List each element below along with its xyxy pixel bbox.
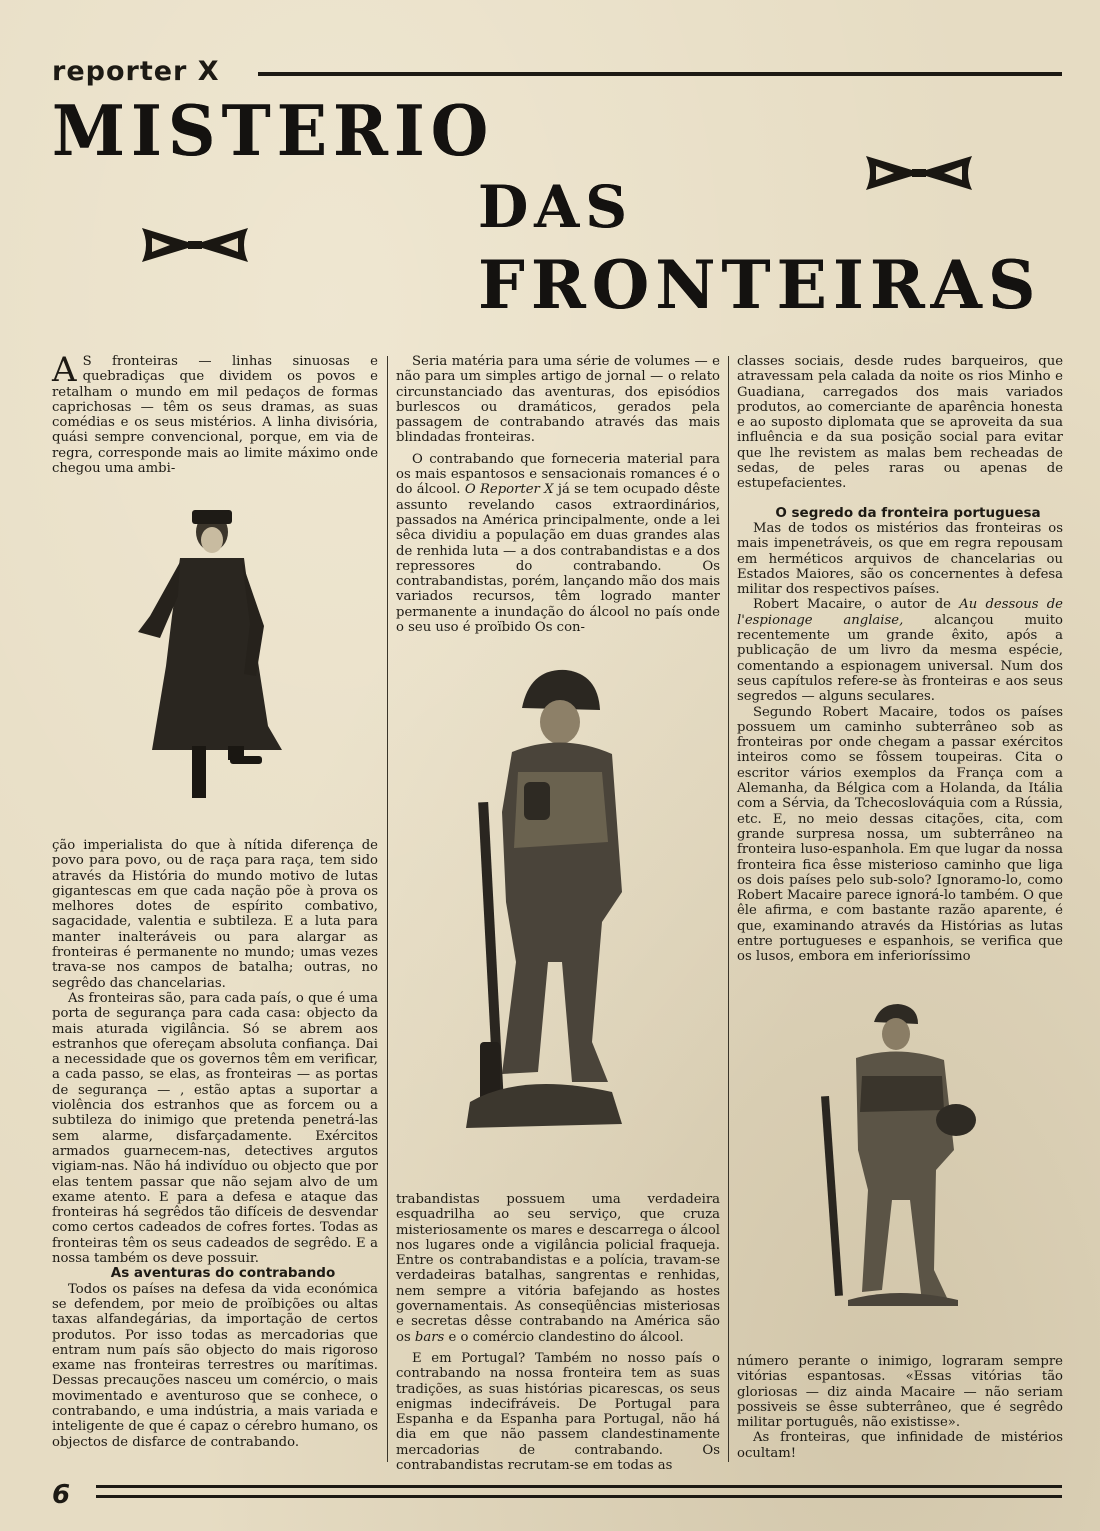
paragraph: Mas de todos os mistérios das fronteiras os mais impenetráveis, os que em regra repousam em herméticos arquivos de chancelarias ou Estados Maiores, são os concernentes à defesa militar dos respectivos países.	[737, 520, 1063, 598]
intro-paragraph: A S fronteiras — linhas sinuosas e quebradiças que dividem os povos e retalham o mundo em mil pedaços de formas caprichosas — têm os seus dramas, as suas comédias e os seus mistérios. A linha divisória, quási sempre convencional, porque, em via de regra, corresponde mais ao limite máximo onde chegou uma ambi-	[52, 350, 378, 477]
column-rule-1	[387, 356, 388, 1462]
masthead: reporter X	[52, 56, 220, 87]
paragraph: Seria matéria para uma série de volumes — e não para um simples artigo de jornal — o relato circunstanciado das aventuras, dos episódios burlescos ou dramáticos, gerados pela passagem de contrabando através das mais blindadas fronteiras.	[396, 354, 720, 446]
paragraph: Todos os países na defesa da vida económica se defendem, por meio de proïbições ou altas taxas alfandegárias, da importação de certos produtos. Por isso todas as mercadorias que entram num país são objecto do mais rigoroso exame nas fronteiras terrestres ou marítimas. Dessas precauções nasceu um comércio, o mais movimentado e aventuroso que se conhece, o contrabando, e uma indústria, a mais variada e inteligente de que é capaz o cérebro humano, os objectos de disfarce de contrabando.	[52, 1281, 378, 1450]
paragraph: número perante o inimigo, lograram sempre vitórias espantosas. «Essas vitórias tão gloriosas — diz ainda Macaire — não seriam possiveis se êsse subterrâneo, que é segrêdo militar português, não existisse».	[737, 1354, 1063, 1431]
column-3-bottom	[737, 1354, 1063, 1461]
paragraph: E em Portugal? Também no nosso país o contrabando na nossa fronteira tem as suas tradições, as suas histórias picarescas, os seus enigmas indecifráveis. De Portugal para Espanha e da Espanha para Portugal, não há dia em que não passem clandestinamente mercadorias de contrabando. Os contrabandistas recrutam-se em todas as	[396, 1350, 720, 1474]
paragraph: ção imperialista do que à nítida diferença de povo para povo, ou de raça para raça, tem sido através da História do mundo motivo de lutas gigantescas em que cada nação põe à prova os melhores dotes de espírito combativo, sagacidade, valentia e subtileza. E a luta para manter inalteráveis ou para alargar as fronteiras é permanente no mundo; umas vezes trava-se nos campos de batalha; outras, no segrêdo das chancelarias.	[52, 838, 378, 991]
footer-rule-bottom	[96, 1495, 1062, 1498]
paragraph: As fronteiras são, para cada país, o que é uma porta de segurança para cada casa: objecto da mais aturada vigilância. Só se abrem aos estranhos que ofereçam absoluta confiança. Dai a necessidade que os governos têm em verificar, a cada passo, se elas, as fronteiras — as portas de segurança — , estão aptas a suportar a violência dos estranhos que as forcem ou a subtileza do inimigo que pretenda penetrá-las sem alarme, disfarçadamente. Exércitos armados guarnecem-nas, detectives argutos vigiam-nas. Não há indivíduo ou objecto que por elas tentem passar que não sejam alvo de um exame atento. E para a defesa e ataque das fronteiras há segrêdos tão difíceis de desvendar como certos cadeados de cofres fortes. Todas as fronteiras têm os seus cadeados de segrêdo. E a nossa também os deve possuir.	[52, 990, 378, 1267]
column-1-bottom	[52, 838, 378, 1450]
paragraph: Segundo Robert Macaire, todos os países possuem um caminho subterrâneo sob as fronteiras por onde chegam a passar exércitos inteiros como se fôssem toupeiras. Cita o escritor vários exemplos da França com a Alemanha, da Bélgica com a Holanda, da Itália com a Sérvia, da Tchecoslováquia com a Rússia, etc. E, no meio dessas citações, cita, com grande surpresa nossa, um subterrâneo na fronteira luso-espanhola. Em que lugar da nossa fronteira fica êsse misterioso caminho que liga os dois países pelo sub-solo? Ignoramo-lo, como Robert Macaire parece ignorá-lo também. O que êle afirma, e com bastante razão aparente, é que, examinando através da Histórias as lutas entre portugueses e espanhois, se verifica que os lusos, embora em inferioríssimo	[737, 704, 1063, 965]
bowtie-ornament-right	[864, 152, 974, 194]
photo-officer	[132, 506, 292, 806]
column-2-bottom	[396, 1192, 720, 1473]
bowtie-ornament-left	[140, 224, 250, 266]
footer-rule-top	[96, 1485, 1062, 1488]
masthead-rule	[258, 72, 1062, 76]
column-rule-2	[728, 356, 729, 1462]
column-3-top	[737, 354, 1063, 965]
title-line-3: FRONTEIRAS	[478, 246, 1042, 324]
paragraph: trabandistas possuem uma verdadeira esquadrilha ao seu serviço, que cruza misteriosamente os mares e descarrega o álcool nos lugares onde a vigilância policial fraqueja. Entre os contrabandistas e a polícia, travam-se verdadeiras batalhas, sangrentas e renhidas, nem sempre a vitória bafejando as hostes governamentais. As conseqüências misteriosas e secretas dêsse contrabando na América são os bars e o comércio clandestino do álcool.	[396, 1192, 720, 1345]
paragraph: As fronteiras, que infinidade de mistérios ocultam!	[737, 1430, 1063, 1461]
title-line-2: DAS	[478, 173, 634, 241]
photo-soldier-rifle	[462, 662, 632, 1136]
column-2-top	[396, 354, 720, 635]
subheading-contrabando: As aventuras do contrabando	[110, 1265, 336, 1282]
paragraph: O contrabando que forneceria material para os mais espantosos e sensacionais romances é o do álcool. O Reporter X já se tem ocupado dêste assunto revelando casos extraordinários, passados na América principalmente, onde a lei sêca dividiu a população em duas grandes alas de renhida luta — a dos contrabandistas e a dos repressores do contrabando. Os contrabandistas, porém, lançando mão dos mais variados recursos, têm logrado manter permanente a inundação do álcool no país onde o seu uso é proïbido Os con-	[396, 451, 720, 636]
page-number: 6	[52, 1480, 71, 1510]
drop-cap: A	[52, 350, 77, 390]
subheading-fronteira-portuguesa: O segredo da fronteira portuguesa	[775, 504, 1041, 521]
photo-soldier-field	[818, 1000, 988, 1310]
column-1-top	[52, 350, 378, 477]
paragraph: Robert Macaire, o autor de Au dessous de l'espionage anglaise, alcançou muito recentemente um grande êxito, após a publicação de um livro da mesma espécie, comentando a espionagem universal. Num dos seus capítulos refere-se às fronteiras e aos seus segredos — alguns seculares.	[737, 597, 1063, 705]
title-line-1: MISTERIO	[52, 90, 495, 172]
paragraph: classes sociais, desde rudes barqueiros, que atravessam pela calada da noite os rios Minho e Guadiana, carregados dos mais variados produtos, ao comerciante de aparência honesta e ao suposto diplomata que se aproveita da sua influência e da sua posição social para evitar que lhe revistem as malas bem recheadas de sedas, de peles raras ou apenas de estupefacientes.	[737, 354, 1063, 492]
